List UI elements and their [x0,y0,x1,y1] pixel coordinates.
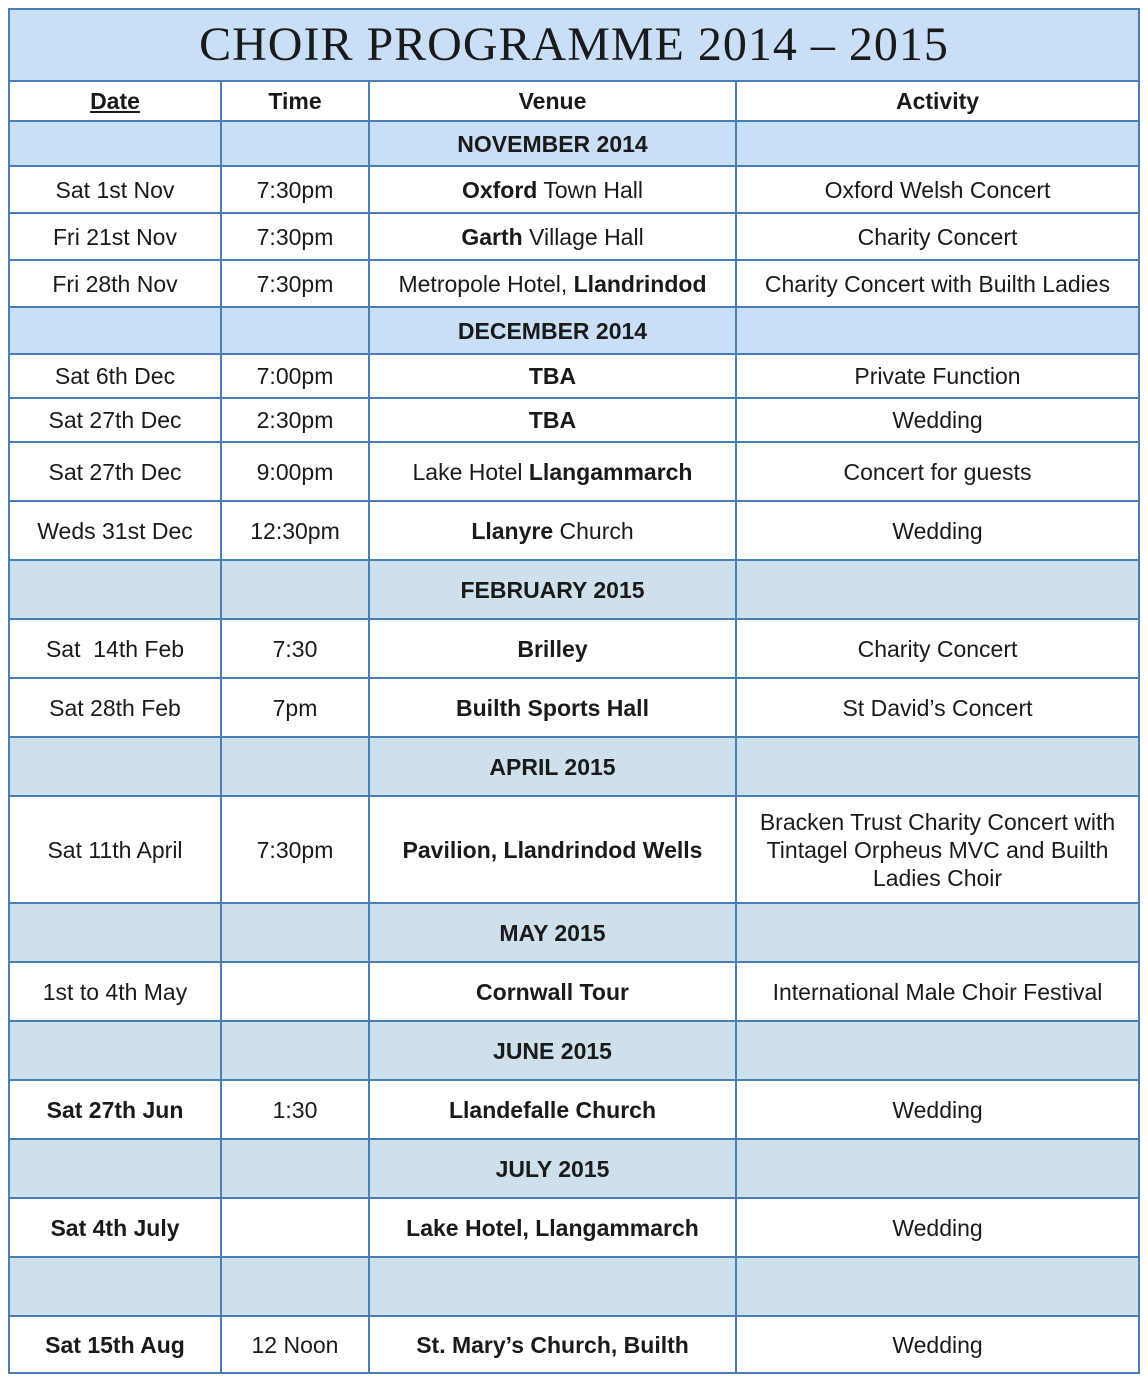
table-row [9,678,1139,737]
table-row [9,796,1139,903]
time-cell: 7:00pm [221,354,369,398]
activity-cell: Wedding [736,1316,1139,1373]
date-cell: Fri 21st Nov [9,213,221,260]
venue-cell: Garth Village Hall [369,213,736,260]
date-cell: Sat 27th Jun [9,1080,221,1139]
time-cell: 7:30pm [221,213,369,260]
time-cell: 7pm [221,678,369,737]
time-cell: 7:30pm [221,260,369,307]
month-label: JUNE 2015 [369,1021,736,1080]
activity-cell: Charity Concert [736,619,1139,678]
venue-cell: St. Mary’s Church, Builth [369,1316,736,1373]
table-row [9,619,1139,678]
venue-cell: Oxford Town Hall [369,166,736,213]
table-row [9,962,1139,1021]
venue-cell: Cornwall Tour [369,962,736,1021]
month-label: DECEMBER 2014 [369,307,736,354]
header-activity: Activity [736,81,1139,121]
month-row-december [9,307,1139,354]
header-venue: Venue [369,81,736,121]
venue-cell: Lake Hotel Llangammarch [369,442,736,501]
activity-cell: Wedding [736,1198,1139,1257]
venue-cell: Metropole Hotel, Llandrindod [369,260,736,307]
activity-cell: Private Function [736,354,1139,398]
venue-cell: Llanyre Church [369,501,736,560]
date-cell: 1st to 4th May [9,962,221,1021]
venue-cell: Pavilion, Llandrindod Wells [369,796,736,903]
table-row [9,354,1139,398]
page-title: CHOIR PROGRAMME 2014 – 2015 [9,9,1139,81]
date-cell: Weds 31st Dec [9,501,221,560]
venue-cell: Brilley [369,619,736,678]
time-cell: 7:30pm [221,166,369,213]
time-cell: 12 Noon [221,1316,369,1373]
time-cell: 9:00pm [221,442,369,501]
activity-cell: Wedding [736,501,1139,560]
date-cell: Sat 11th April [9,796,221,903]
date-cell: Sat 6th Dec [9,354,221,398]
table-row [9,1198,1139,1257]
date-cell: Fri 28th Nov [9,260,221,307]
month-row-february [9,560,1139,619]
month-label: JULY 2015 [369,1139,736,1198]
time-cell: 12:30pm [221,501,369,560]
month-row-july [9,1139,1139,1198]
venue-cell: Builth Sports Hall [369,678,736,737]
table-row [9,213,1139,260]
table-row [9,260,1139,307]
table-row [9,398,1139,442]
date-cell: Sat 27th Dec [9,398,221,442]
time-cell: 1:30 [221,1080,369,1139]
activity-cell: Wedding [736,398,1139,442]
activity-cell: International Male Choir Festival [736,962,1139,1021]
activity-cell: St David’s Concert [736,678,1139,737]
time-cell: 7:30pm [221,796,369,903]
activity-cell: Bracken Trust Charity Concert with Tintagel Orpheus MVC and Builth Ladies Choir [736,796,1139,903]
month-row-june [9,1021,1139,1080]
table-row [9,1080,1139,1139]
month-label: NOVEMBER 2014 [369,121,736,166]
month-label: FEBRUARY 2015 [369,560,736,619]
choir-programme-table [8,8,1140,1374]
header-time: Time [221,81,369,121]
date-cell: Sat 15th Aug [9,1316,221,1373]
time-cell: 7:30 [221,619,369,678]
month-row-blank [9,1257,1139,1316]
activity-cell: Charity Concert with Builth Ladies [736,260,1139,307]
activity-cell: Charity Concert [736,213,1139,260]
month-row-may [9,903,1139,962]
table-row [9,1316,1139,1373]
activity-cell: Concert for guests [736,442,1139,501]
date-cell: Sat 1st Nov [9,166,221,213]
date-cell: Sat 4th July [9,1198,221,1257]
venue-cell: Lake Hotel, Llangammarch [369,1198,736,1257]
header-date: Date [9,81,221,121]
venue-cell: TBA [369,398,736,442]
table-row [9,501,1139,560]
venue-cell: TBA [369,354,736,398]
activity-cell: Wedding [736,1080,1139,1139]
month-label: MAY 2015 [369,903,736,962]
activity-cell: Oxford Welsh Concert [736,166,1139,213]
date-cell: Sat 14th Feb [9,619,221,678]
time-cell [221,962,369,1021]
venue-cell: Llandefalle Church [369,1080,736,1139]
month-row-november [9,121,1139,166]
date-cell: Sat 28th Feb [9,678,221,737]
time-cell [221,1198,369,1257]
date-cell: Sat 27th Dec [9,442,221,501]
table-row [9,166,1139,213]
month-label: APRIL 2015 [369,737,736,796]
month-row-april [9,737,1139,796]
table-row [9,442,1139,501]
time-cell: 2:30pm [221,398,369,442]
